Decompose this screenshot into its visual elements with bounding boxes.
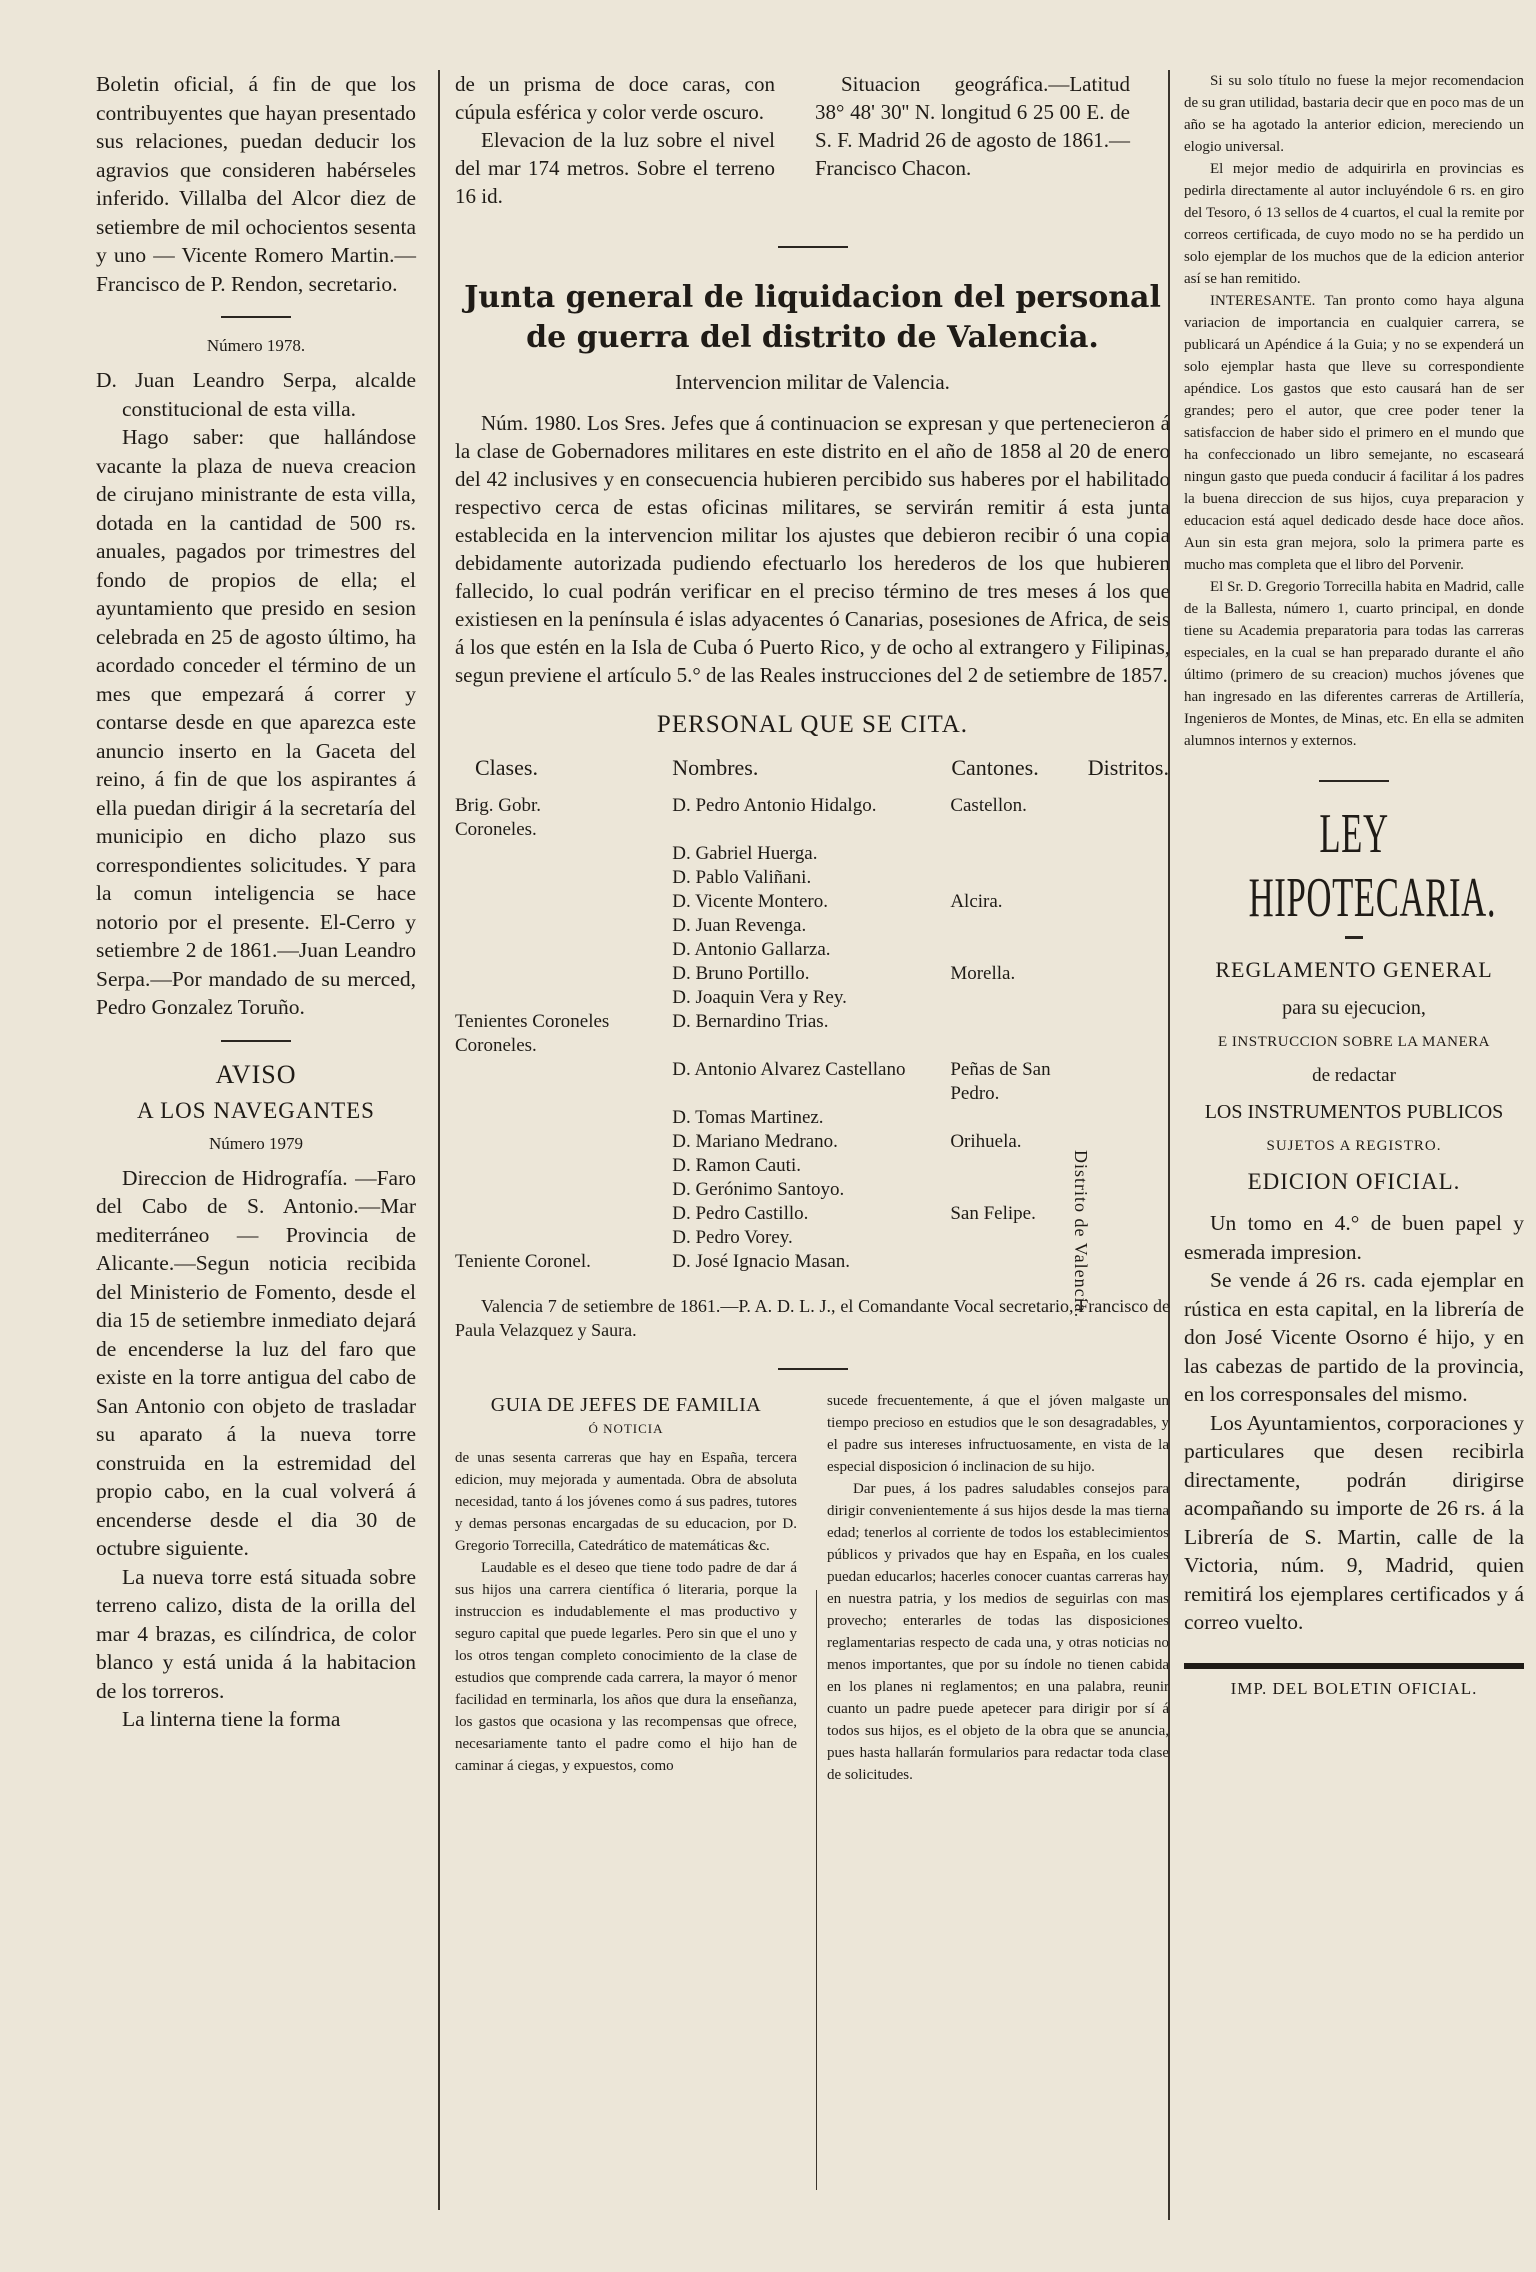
table-cell-nombre: D. Juan Revenga.	[672, 915, 807, 936]
table-cell-canton	[950, 842, 1086, 866]
heading-aviso: AVISO	[215, 1059, 297, 1089]
table-row	[455, 1226, 1170, 1250]
separator	[778, 1368, 848, 1370]
distrito-vertical-label: Distrito de Valencia.	[1071, 1150, 1091, 1319]
table-cell-clase	[455, 866, 612, 890]
paragraph: Boletin oficial, á fin de que los contribuyentes que hayan presentado sus relaciones, puedan deducir los agravios que consideren habérseles inferido. Villalba del Alcor diez de setiembre de mil ochocientos sesenta y uno — Vicente Romero Martin.— Francisco de P. Rendon, secretario.	[96, 72, 416, 296]
column-header: Clases.	[475, 755, 538, 780]
table-cell-distrito	[1087, 1010, 1170, 1058]
table-cell-clase	[455, 842, 612, 866]
table-cell-distrito	[1087, 1178, 1170, 1202]
table-row	[455, 1178, 1170, 1202]
column-3	[1184, 70, 1524, 1699]
table-cell-nombre: D. Pablo Valiñani.	[672, 867, 812, 888]
table-cell-distrito	[1087, 866, 1170, 890]
table-cell-clase	[455, 1106, 612, 1130]
table-cell-canton: San Felipe.	[950, 1203, 1036, 1224]
separator	[1345, 936, 1363, 939]
table-cell-nombre: D. Gerónimo Santoyo.	[672, 1179, 845, 1200]
paragraph: INTERESANTE. Tan pronto como haya alguna variacion de importancia en cualquier carrera, se publicará un Apéndice á la Guia; y no se expenderá un solo ejemplar hasta que lleve su correspondiente apéndice. Los gastos que esto causará han de ser grandes; pero el autor, que cree poder tener la satisfaccion de haber sido el primero en el mundo que ha confeccionado un libro semejante, no escaseará ningun gasto que pueda conducir á facilitar á los padres la buena direccion de sus hijos, cuya preparacion y educacion está aquel dedicado desde hace doce años. Aun sin esta gran mejora, solo la primera parte es mucho mas completa que el libro del Porvenir.	[1184, 293, 1524, 573]
table-cell-distrito	[1087, 986, 1170, 1010]
table-cell-distrito	[1087, 938, 1170, 962]
table-row	[455, 1058, 1170, 1106]
paragraph: El mejor medio de adquirirla en provincias es pedirla directamente al autor incluyéndole 6 rs. en giro del Tesoro, ó 13 sellos de 4 cuartos, el cual la remite por correos certificada, de cuyo modo no se ha perdido un solo ejemplar de los muchos que de la edicion anterior así se han remitido.	[1184, 161, 1524, 287]
guia-section	[455, 1390, 1170, 1786]
personal-heading: PERSONAL QUE SE CITA.	[656, 711, 969, 738]
table-row	[455, 1106, 1170, 1130]
table-row	[455, 1010, 1170, 1058]
table-cell-clase	[455, 986, 612, 1010]
table-cell-distrito	[1087, 1106, 1170, 1130]
paragraph: Direccion de Hidrografía. —Faro del Cabo de S. Antonio.—Mar mediterráneo — Provincia de Alicante.—Segun noticia recibida del Ministerio de Fomento, desde el dia 15 de setiembre inmediato dejará de encenderse la luz del faro que existe en la torre antigua del cabo de San Antonio con objeto de trasladar su aparato á la nueva torre construida en la estremidad del propio cabo, en la cual volverá á encenderse desde el dia 30 de octubre siguiente.	[96, 1165, 416, 1560]
table-cell-clase	[455, 1226, 612, 1250]
table-cell-canton	[950, 986, 1086, 1010]
table-cell-nombre: D. Mariano Medrano.	[672, 1131, 838, 1152]
paragraph: Un tomo en 4.° de buen papel y esmerada impresion.	[1184, 1211, 1524, 1264]
table-cell-distrito	[1087, 794, 1170, 842]
paragraph: Núm. 1980. Los Sres. Jefes que á continuacion se expresan y que pertenecieron á la clase de Gobernadores militares en este distrito en el año de 1858 al 20 de enero del 42 inclusives y en consecuencia hubieren percibido sus haberes por el habilitado respectivo cerca de estas oficinas militares, se servirán remitir á esta junta establecida en la intervencion militar los ajustes que debieron recibir ó una copia debidamente autorizada pudiendo efectuarlo los herederos de los que hubieren fallecido, lo cual podrán verificar en el preciso término de tres meses á los que existiesen en la península é islas adyacentes ó Canarias, posesiones de Africa, de seis á los que estén en la Isla de Cuba ó Puerto Rico, y de ocho al extrangero y Filipinas, segun previene el artículo 5.° de las Reales instrucciones del 2 de setiembre de 1857.	[455, 411, 1170, 687]
table-cell-canton	[950, 1250, 1086, 1274]
table-cell-canton	[950, 1010, 1086, 1058]
table-cell-clase	[455, 938, 612, 962]
notice-number: Número 1978.	[206, 336, 306, 355]
guia-subtitle: Ó NOTICIA	[588, 1421, 664, 1436]
column-header: Nombres.	[672, 755, 759, 780]
table-cell-canton: Alcira.	[950, 891, 1003, 912]
table-row	[455, 1202, 1170, 1226]
rule-bar	[1184, 1663, 1524, 1669]
paragraph: Laudable es el deseo que tiene todo padre de dar á sus hijos una carrera científica ó literaria, porque la instruccion es indudablemente el mas productivo y seguro capital que puede legarles. Pero sin que el uno y los otros tengan completo conocimiento de la clase de estudios que comprende cada carrera, la mayor ó menor facilidad en terminarla, los años que dura la enseñanza, los gastos que ocasiona y las recompensas que ofrece, necesariamente tanto el padre como el hijo han de caminar á ciegas, y expuestos, como	[455, 1560, 797, 1774]
table-row	[455, 866, 1170, 890]
paragraph: D. Juan Leandro Serpa, alcalde constitucional de esta villa.	[96, 368, 416, 421]
table-cell-clase	[455, 962, 612, 986]
table-cell-canton	[950, 1106, 1086, 1130]
table-cell-nombre: D. Tomas Martinez.	[672, 1107, 824, 1128]
column-2	[455, 70, 1170, 1786]
guia-title: GUIA DE JEFES DE FAMILIA	[490, 1394, 762, 1416]
instruccion-line: E INSTRUCCION SOBRE LA MANERA	[1217, 1034, 1491, 1050]
ley-hipotecaria-title: LEY HIPOTECARIA.	[1248, 803, 1497, 929]
table-cell-distrito	[1087, 1226, 1170, 1250]
table-cell-clase: Brig. Gobr. Coroneles.	[455, 795, 542, 840]
paragraph: Elevacion de la luz sobre el nivel del mar 174 metros. Sobre el terreno 16 id.	[455, 128, 775, 208]
table-cell-canton	[950, 1154, 1086, 1178]
paragraph: Se vende á 26 rs. cada ejemplar en rústica en esta capital, en la librería de don José Vicente Osorno é hijo, y en las cabezas de partido de la provincia, en los corresponsales del mismo.	[1184, 1268, 1524, 1406]
paragraph: Los Ayuntamientos, corporaciones y particulares que desen recibirla directamente, podrán dirigirse acompañando su importe de 26 rs. á la Librería de S. Martin, calle de la Victoria, núm. 9, Madrid, quien remitirá los ejemplares certificados y á correo vuelto.	[1184, 1410, 1524, 1634]
table-cell-nombre: D. Pedro Castillo.	[672, 1203, 809, 1224]
table-cell-canton	[950, 938, 1086, 962]
table-row	[455, 962, 1170, 986]
table-cell-distrito	[1087, 914, 1170, 938]
para-line: para su ejecucion,	[1282, 997, 1426, 1019]
table-cell-clase	[455, 1130, 612, 1154]
column-1	[96, 70, 416, 1734]
table-cell-distrito	[1087, 1058, 1170, 1106]
column-header: Cantones.	[951, 755, 1039, 780]
paragraph: Si su solo título no fuese la mejor recomendacion de su gran utilidad, bastaria decir que en poco mas de un año se ha agotado la anterior edicion, mereciendo un elogio universal.	[1184, 73, 1524, 155]
table-cell-clase	[455, 1178, 612, 1202]
paragraph: La linterna tiene la forma	[122, 1707, 341, 1731]
column-rule	[438, 70, 440, 2210]
table-cell-distrito	[1087, 842, 1170, 866]
paragraph: Situacion geográfica.—Latitud 38° 48' 30'' N. longitud 6 25 00 E. de S. F. Madrid 26 de agosto de 1861.—Francisco Chacon.	[815, 72, 1130, 180]
paragraph: de unas sesenta carreras que hay en España, tercera edicion, muy mejorada y aumentada. Obra de absoluta necesidad, tanto á los jóvenes como á sus padres, tutores y demas personas encargadas de su educacion, por D. Gregorio Torrecilla, Catedrático de matemáticas &c.	[455, 1450, 797, 1554]
heading-navegantes: A LOS NAVEGANTES	[137, 1097, 375, 1123]
table-cell-canton	[950, 1178, 1086, 1202]
reglamento-heading: REGLAMENTO GENERAL	[1215, 957, 1493, 982]
table-cell-clase: Teniente Coronel.	[455, 1251, 591, 1272]
table-cell-canton	[950, 914, 1086, 938]
table-row	[455, 1130, 1170, 1154]
table-cell-clase	[455, 1202, 612, 1226]
table-row	[455, 914, 1170, 938]
table-cell-canton: Castellon.	[950, 795, 1027, 816]
table-cell-canton: Morella.	[950, 963, 1016, 984]
sujetos-line: SUJETOS A REGISTRO.	[1266, 1138, 1442, 1154]
paragraph: sucede frecuentemente, á que el jóven malgaste un tiempo precioso en estudios que le son desagradables, y el padre sus intereses infructuosamente, en vista de la especial disposicion ó inclinacion de su hijo.	[827, 1393, 1169, 1475]
table-cell-nombre: D. Bernardino Trias.	[672, 1011, 829, 1032]
table-row	[455, 794, 1170, 842]
table-row	[455, 842, 1170, 866]
table-cell-clase: Tenientes Coroneles Coroneles.	[455, 1011, 610, 1056]
paragraph: Valencia 7 de setiembre de 1861.—P. A. D. L. J., el Comandante Vocal secretario, Francisco de Paula Velazquez y Saura.	[455, 1296, 1170, 1340]
table-cell-nombre: D. Bruno Portillo.	[672, 963, 810, 984]
table-cell-clase	[455, 890, 612, 914]
table-cell-nombre: D. Vicente Montero.	[672, 891, 828, 912]
paragraph: El Sr. D. Gregorio Torrecilla habita en Madrid, calle de la Ballesta, número 1, cuarto principal, en donde tiene su Academia preparatoria para todas las carreras especiales, en la cual se han preparado durante el año último (primero de su creacion) muchos jóvenes que han ingresado en las diferentes carreras de Artillería, Ingenieros de Montes, de Minas, etc. En ella se admiten alumnos internos y externos.	[1184, 579, 1524, 749]
edicion-heading: EDICION OFICIAL.	[1247, 1169, 1461, 1194]
personal-table	[455, 755, 1170, 1274]
table-cell-clase	[455, 1058, 612, 1106]
table-cell-distrito	[1087, 1202, 1170, 1226]
table-row	[455, 938, 1170, 962]
table-cell-nombre: D. Antonio Gallarza.	[672, 939, 831, 960]
table-cell-distrito	[1087, 1250, 1170, 1274]
paragraph: Hago saber: que hallándose vacante la plaza de nueva creacion de cirujano ministrante de esta villa, dotada en la cantidad de 500 rs. anuales, pagados por trimestres del fondo de propios de ella; el ayuntamiento que presido en sesion celebrada en 25 de agosto último, ha acordado conceder el término de un mes que empezará á correr y contarse desde en que aparezca este anuncio inserto en la Gaceta del reino, á fin de que los aspirantes á ella puedan dirigir á la secretaría del municipio en dicho plazo sus correspondientes solicitudes. Y para la comun inteligencia se hace notorio por el presente. El-Cerro y setiembre 2 de 1861.—Juan Leandro Serpa.—Por mandado de su merced, Pedro Gonzalez Toruño.	[96, 425, 416, 1019]
intervencion-heading: Intervencion militar de Valencia.	[675, 370, 950, 394]
table-cell-clase	[455, 914, 612, 938]
table-cell-distrito	[1087, 890, 1170, 914]
paragraph: La nueva torre está situada sobre terreno calizo, dista de la orilla del mar 4 brazas, es cilíndrica, de color blanco y está unida á la habitacion de los torreros.	[96, 1564, 416, 1703]
table-cell-nombre: D. Joaquin Vera y Rey.	[672, 987, 847, 1008]
separator	[221, 1040, 291, 1042]
table-cell-nombre: D. Ramon Cauti.	[672, 1155, 801, 1176]
table-cell-distrito	[1087, 1130, 1170, 1154]
instrumentos-line: LOS INSTRUMENTOS PUBLICOS	[1204, 1101, 1504, 1123]
table-row	[455, 890, 1170, 914]
table-cell-nombre: D. José Ignacio Masan.	[672, 1251, 851, 1272]
separator	[1319, 780, 1389, 782]
imprenta-footer: IMP. DEL BOLETIN OFICIAL.	[1230, 1678, 1478, 1698]
paragraph: de un prisma de doce caras, con cúpula esférica y color verde oscuro.	[455, 72, 775, 124]
table-cell-nombre: D. Pedro Vorey.	[672, 1227, 793, 1248]
table-cell-nombre: D. Gabriel Huerga.	[672, 843, 818, 864]
table-cell-canton	[950, 866, 1086, 890]
table-cell-nombre: D. Pedro Antonio Hidalgo.	[672, 795, 877, 816]
table-row	[455, 1250, 1170, 1274]
junta-title: Junta general de liquidacion del personal de guerra del distrito de Valencia.	[464, 280, 1161, 355]
redactar-line: de redactar	[1312, 1065, 1396, 1086]
paragraph: Dar pues, á los padres saludables consejos para dirigir convenientemente á sus hijos desde la mas tierna edad; tenerlos al corriente de todos los establecimientos públicos y privados que hay en España, en los cuales puedan educarlos; hacerles conocer cuantas carreras hay en nuestra patria, y los medios de seguirlas con mas provecho; enterarles de todas las disposiciones reglamentarias respecto de cada una, y otras noticias no menos importantes, que por su índole no tienen cabida en los planes ni reglamentos; en una palabra, reunir cuanto un padre puede apetecer para dirigir por sí á todos sus hijos, es el objeto de la obra que se anuncia, pues hasta hallarán formularios para redactar toda clase de solicitudes.	[827, 1481, 1169, 1783]
table-cell-clase	[455, 1154, 612, 1178]
separator	[778, 246, 848, 248]
notice-number: Número 1979	[209, 1133, 303, 1153]
table-cell-canton	[950, 1226, 1086, 1250]
table-cell-canton: Peñas de San Pedro.	[950, 1059, 1051, 1104]
table-cell-distrito	[1087, 1154, 1170, 1178]
separator	[221, 316, 291, 318]
table-cell-nombre: D. Antonio Alvarez Castellano	[672, 1059, 906, 1080]
column-header: Distritos.	[1087, 755, 1169, 780]
table-cell-canton: Orihuela.	[950, 1131, 1022, 1152]
table-row	[455, 1154, 1170, 1178]
table-cell-distrito	[1087, 962, 1170, 986]
table-row	[455, 986, 1170, 1010]
